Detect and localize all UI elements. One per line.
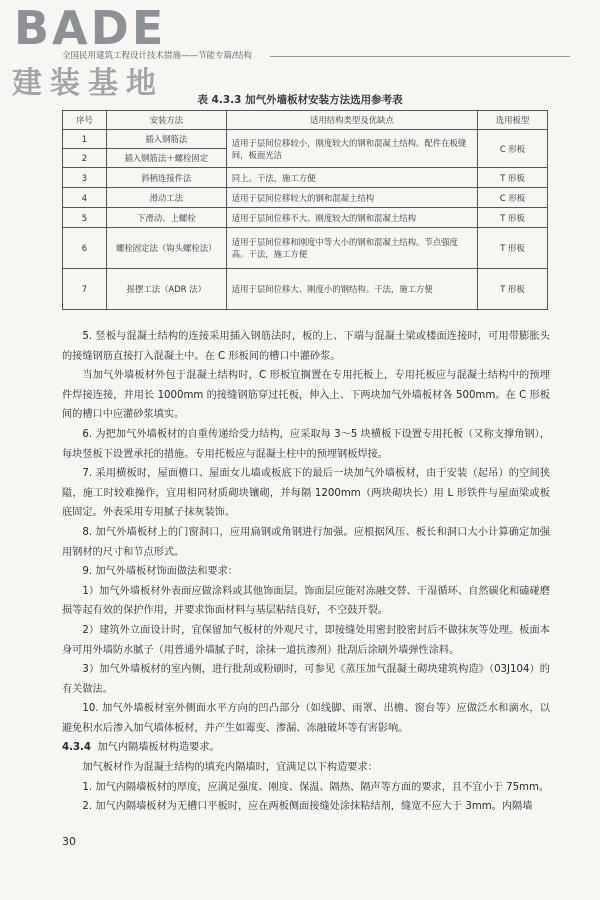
book-subtitle: 全国民用建筑工程设计技术措施——节能专篇/结构	[62, 51, 252, 61]
row-type: T 形板	[478, 269, 548, 310]
row-type: C 形板	[478, 188, 548, 208]
body-text	[62, 327, 550, 817]
jianzhuang-logo: 建装基地	[12, 66, 164, 101]
header-no: 序号	[63, 111, 107, 130]
paragraph: 加气板材作为混凝土结构的填充内隔墙时，宜满足以下构造要求：	[82, 762, 378, 774]
table-caption: 表 4.3.3 加气外墙板材安装方法选用参考表	[197, 94, 403, 106]
install-method-table	[62, 110, 548, 310]
paragraph: 2）建筑外立面设计时，宜保留加气板材的外观尺寸，即接缝处用密封胶密封后不做抹灰等处理。板面本身可用外墙防水腻子（用普通外墙腻子时，涂抹一道抗渗剂）批刮后涂刷外墙弹性涂料。	[62, 624, 550, 656]
page-number: 30	[62, 835, 76, 848]
row-desc: 同上。干法，施工方便	[226, 168, 477, 188]
table-row	[63, 130, 548, 149]
row-type: T 形板	[478, 208, 548, 228]
header-rule	[270, 56, 570, 57]
row-type: T 形板	[478, 168, 548, 188]
row-method: 斜柄连接件法	[106, 168, 226, 188]
row-desc: 适用于层间位移较大的钢和混凝土结构	[226, 188, 477, 208]
row-desc: 适用于层间位移较小，刚度较大的钢和混凝土结构。配件在板缝间，板面光洁	[226, 130, 477, 168]
paragraph: 6. 为把加气外墙板材的自重传递给受力结构，应采取每 3～5 块横板下设置专用托板（又称支撑角钢），每块竖板下设置承托的措施。专用托板应与混凝土柱中的预埋钢板焊接。	[62, 428, 550, 460]
header-desc: 适用结构类型及优缺点	[226, 111, 477, 130]
table-row	[63, 168, 548, 188]
header-type: 选用板型	[478, 111, 548, 130]
paragraph: 1）加气外墙板材外表面应做涂料或其他饰面层。饰面层应能对冻融交替、干湿循环、自然碳化和磕碰磨损等起有效的保护作用，并要求饰面材料与基层粘结良好，不空鼓开裂。	[62, 585, 550, 617]
table-row	[63, 228, 548, 269]
bade-logo	[14, 4, 174, 48]
row-no: 7	[63, 269, 107, 310]
section-heading	[62, 738, 550, 758]
row-no: 2	[63, 149, 107, 168]
bade-logo-text: BADE	[14, 4, 167, 48]
row-method: 插入钢筋法	[106, 130, 226, 149]
row-no: 1	[63, 130, 107, 149]
paragraph: 9. 加气外墙板材饰面做法和要求：	[82, 566, 238, 578]
paragraph: 3）加气外墙板材的室内侧，进行批刮或粉刷时，可参见《蒸压加气混凝土砌块建筑构造》（03J104）的有关做法。	[62, 664, 550, 695]
paragraph: 8. 加气外墙板材上的门窗洞口，应用扁钢或角钢进行加强。应根据风压、板长和洞口大小计算确定加强用钢材的尺寸和节点形式。	[62, 526, 550, 558]
row-desc: 适用于层间位移不大、刚度较大的钢和混凝土结构	[226, 208, 477, 228]
row-no: 3	[63, 168, 107, 188]
row-type: C 形板	[478, 130, 548, 168]
row-method: 摇摆工法（ADR 法）	[106, 269, 226, 310]
paragraph: 5. 竖板与混凝土结构的连接采用插入钢筋法时，板的上、下端与混凝土梁或楼面连接时，可用带膨胀头的接缝钢筋直接打入混凝土中。在 C 形板间的槽口中灌砂浆。	[62, 331, 550, 362]
paragraph: 1. 加气内隔墙板材的厚度，应满足强度、刚度、保温、隔热、隔声等方面的要求，且不宜小于 75mm。	[82, 781, 550, 793]
row-method: 滑动工法	[106, 188, 226, 208]
paragraph: 2. 加气内隔墙板材为无槽口平板时，应在两板侧面接缝处涂抹粘结剂，缝宽不应大于 3mm。内隔墙	[82, 801, 533, 813]
row-no: 5	[63, 208, 107, 228]
header-method: 安装方法	[106, 111, 226, 130]
row-desc: 适用于层间位移大、刚度小的钢结构。干法，施工方便	[226, 269, 477, 310]
section-title: 加气内隔墙板材构造要求。	[97, 742, 220, 754]
section-number: 4.3.4	[62, 742, 92, 754]
table-row	[63, 188, 548, 208]
paragraph: 7. 采用横板时，屋面檐口、屋面女儿墙或板底下的最后一块加气外墙板材，由于安装（起吊）的空间狭隘，施工时较难操作，宜用相同材质砌块镶砌，并每隔 1200mm（两块砌块长）用 L 形铁件与屋面梁或板底固定。外表采用专用腻子抹灰装饰。	[62, 468, 550, 519]
row-desc: 适用于层间位移和刚度中等大小的钢和混凝土结构。节点强度高。干法，施工方便	[226, 228, 477, 269]
table-row	[63, 269, 548, 310]
table-header-row	[63, 111, 548, 130]
row-no: 4	[63, 188, 107, 208]
row-method: 插入钢筋法＋螺栓固定	[106, 149, 226, 168]
paragraph: 10. 加气外墙板材室外侧面水平方向的凹凸部分（如线脚、雨罩、出檐、窗台等）应做泛水和滴水，以避免积水后渗入加气墙体板材，并产生如霉变、渗漏、冻融破坏等有害影响。	[62, 703, 550, 734]
row-method: 螺栓固定法（钩头螺栓法）	[106, 228, 226, 269]
table-row	[63, 208, 548, 228]
paragraph: 当加气外墙板材外包于混凝土结构时，C 形板宜搁置在专用托板上，专用托板应与混凝土结构中的预埋件焊接连接，并用长 1000mm 的接缝钢筋穿过托板，伸入上、下两块加气外墙板材各 500mm。在 C 形板间的槽口中应灌砂浆填实。	[62, 370, 550, 421]
row-no: 6	[63, 228, 107, 269]
row-method: 下滑动、上螺栓	[106, 208, 226, 228]
row-type: T 形板	[478, 228, 548, 269]
